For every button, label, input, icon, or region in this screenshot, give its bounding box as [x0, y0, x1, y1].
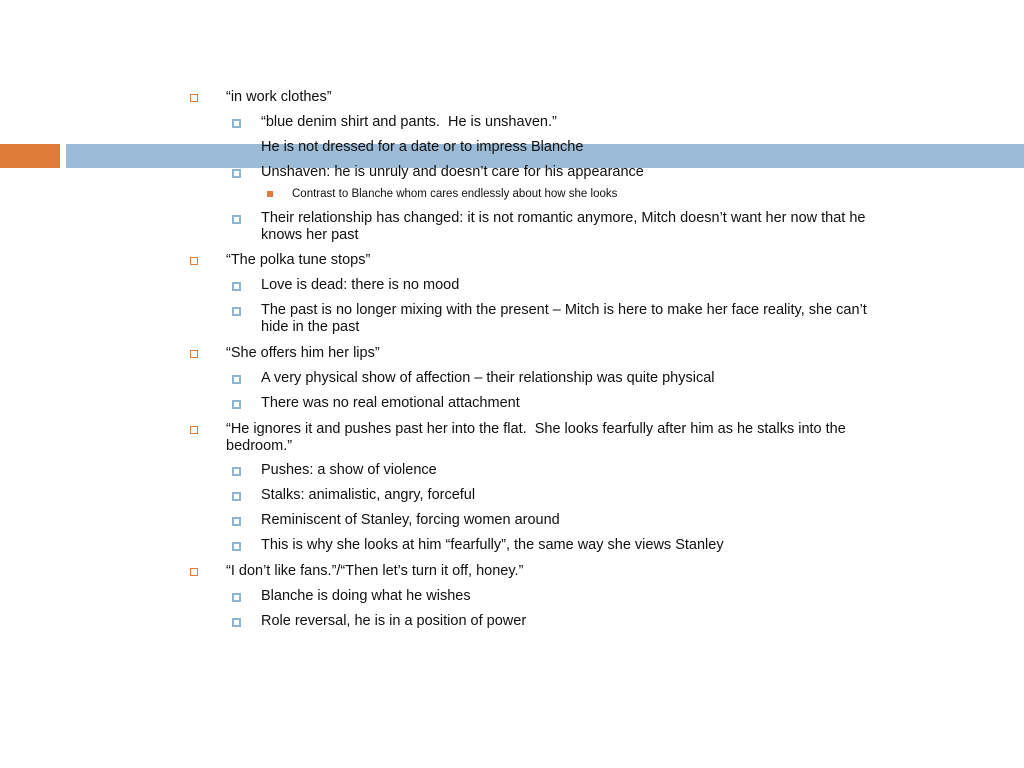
list-item: This is why she looks at him “fearfully”, the same way she views Stanley: [0, 537, 867, 554]
list-item: Contrast to Blanche whom cares endlessly about how she looks: [0, 187, 852, 201]
square-bullet-icon: [232, 282, 241, 291]
square-bullet-icon: [232, 593, 241, 602]
square-bullet-icon: [232, 618, 241, 627]
hollow-square-bullet-icon: [190, 350, 198, 358]
list-item: There was no real emotional attachment: [0, 395, 867, 412]
list-item: “The polka tune stops”: [0, 252, 866, 269]
square-bullet-icon: [232, 492, 241, 501]
hollow-square-bullet-icon: [190, 426, 198, 434]
list-item: Unshaven: he is unruly and doesn’t care for his appearance: [0, 164, 867, 181]
list-item: “blue denim shirt and pants. He is unshaven.”: [0, 114, 867, 131]
list-item: “She offers him her lips”: [0, 345, 866, 362]
list-item: Reminiscent of Stanley, forcing women around: [0, 512, 867, 529]
list-item: A very physical show of affection – their relationship was quite physical: [0, 370, 867, 387]
square-bullet-icon: [232, 375, 241, 384]
hollow-square-bullet-icon: [190, 257, 198, 265]
list-item: Role reversal, he is in a position of power: [0, 613, 867, 630]
list-item: “He ignores it and pushes past her into the flat. She looks fearfully after him as he stalks into the bedroom.”: [0, 421, 866, 454]
list-item: Love is dead: there is no mood: [0, 277, 867, 294]
list-item: Pushes: a show of violence: [0, 462, 867, 479]
square-bullet-icon: [232, 467, 241, 476]
square-bullet-icon: [232, 517, 241, 526]
list-item-continuation: He is not dressed for a date or to impress Blanche: [261, 139, 584, 155]
list-item: Stalks: animalistic, angry, forceful: [0, 487, 867, 504]
list-item: Blanche is doing what he wishes: [0, 588, 867, 605]
square-bullet-icon: [232, 400, 241, 409]
list-item: “in work clothes”: [0, 89, 866, 106]
list-item: Their relationship has changed: it is not romantic anymore, Mitch doesn’t want her now that he knows her past: [0, 210, 867, 243]
square-bullet-icon: [232, 215, 241, 224]
list-item: “I don’t like fans.”/“Then let’s turn it off, honey.”: [0, 563, 866, 580]
list-item: The past is no longer mixing with the present – Mitch is here to make her face reality, she can’t hide in the past: [0, 302, 867, 335]
hollow-square-bullet-icon: [190, 568, 198, 576]
square-bullet-icon: [232, 119, 241, 128]
square-bullet-icon: [232, 169, 241, 178]
square-bullet-icon: [232, 542, 241, 551]
hollow-square-bullet-icon: [190, 94, 198, 102]
filled-square-bullet-icon: [267, 191, 273, 197]
square-bullet-icon: [232, 307, 241, 316]
